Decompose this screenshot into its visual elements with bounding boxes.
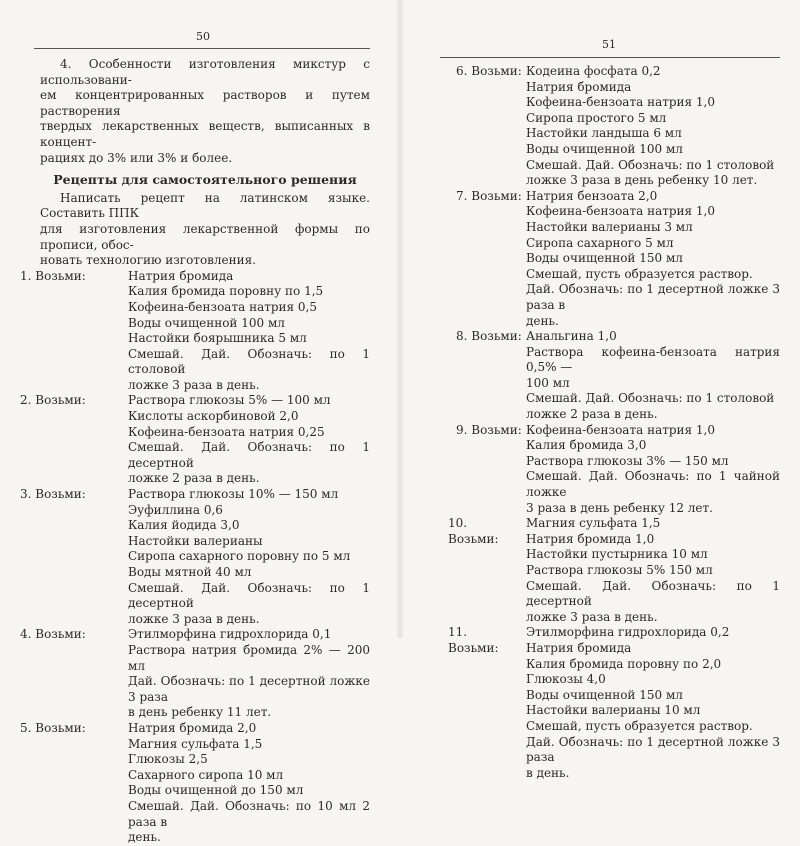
recipe-label: 4. Возьми: [20, 627, 86, 642]
recipe-line: Раствора глюкозы 3% — 150 мл [526, 453, 729, 468]
recipe-label: 5. Возьми: [20, 720, 86, 735]
recipe-line: в день ребенку 11 лет. [128, 705, 272, 720]
recipe-item [444, 516, 780, 625]
recipe-line: Смешай. Дай. Обозначь: по 1 столовой [128, 346, 370, 377]
recipe-line: Калия бромида поровну по 2,0 [526, 656, 722, 671]
recipe-line: Настойки валерианы [128, 533, 263, 548]
recipe-line: Раствора глюкозы 10% — 150 мл [128, 487, 339, 502]
recipe-label: 2. Возьми: [20, 393, 86, 408]
recipe-line: ложке 3 раза в день ребенку 10 лет. [526, 173, 758, 188]
recipe-line: Смешай. Дай. Обозначь: по 1 десертной [128, 440, 370, 470]
task-line: новать технологию изготовления. [40, 253, 257, 268]
recipe-label: 8. Возьми: [456, 329, 522, 344]
recipe-line: Смешай. Дай. Обозначь: по 10 мл 2 раза в [128, 798, 370, 829]
recipe-line: Дай. Обозначь: по 1 десертной ложке 3 раза [128, 674, 370, 704]
recipe-item [444, 625, 780, 781]
recipe-line: Дай. Обозначь: по 1 десертной ложке 3 раза [526, 734, 780, 765]
recipe-lines [526, 625, 780, 781]
recipe-line: Воды очищенной 150 мл [526, 251, 683, 266]
recipe-line: в день. [526, 765, 570, 780]
task-line: Написать рецепт на латинском языке. Составить ППК [40, 190, 370, 221]
section-title: Рецепты для самостоятельного решения [53, 172, 357, 188]
recipe-line: Воды мятной 40 мл [128, 565, 252, 579]
recipe-line: ложке 2 раза в день. [128, 471, 260, 486]
recipe-item [20, 720, 370, 846]
recipe-line: Натрия бензоата 2,0 [526, 188, 658, 203]
recipe-item [20, 487, 370, 627]
recipe-lines [128, 393, 370, 487]
recipe-line: Кодеина фосфата 0,2 [526, 64, 661, 78]
recipe-line: Настойки валерианы 10 мл [526, 703, 701, 718]
recipe-line: Настойки валерианы 3 мл [526, 219, 693, 234]
recipe-line: ложке 2 раза в день. [526, 407, 658, 422]
recipe-line: Натрия бромида [526, 640, 632, 655]
recipe-line: Глюкозы 4,0 [526, 672, 606, 687]
recipe-line: 100 мл [526, 375, 570, 390]
recipe-line: Смешай. Дай. Обозначь: по 1 чайной ложке [526, 469, 780, 500]
recipe-line: Натрия бромида [526, 79, 632, 94]
recipe-line: день. [526, 313, 559, 328]
intro-line: рациях до 3% или 3% и более. [40, 150, 233, 165]
recipe-line: Магния сульфата 1,5 [128, 736, 263, 751]
recipe-line: Анальгина 1,0 [526, 329, 617, 344]
recipe-line: Калия бромида поровну по 1,5 [128, 284, 324, 299]
recipe-line: Воды очищенной 100 мл [128, 315, 285, 330]
recipe-line: Кофеина-бензоата натрия 1,0 [526, 95, 716, 110]
recipe-lines [526, 64, 780, 189]
recipe-item [20, 393, 370, 487]
right-recipes [444, 64, 780, 781]
recipe-line: Сиропа простого 5 мл [526, 110, 667, 125]
recipe-lines [128, 721, 370, 846]
recipe-item [444, 189, 780, 329]
recipe-line: Эуфиллина 0,6 [128, 502, 223, 517]
intro-line: ем концентрированных растворов и путем растворения [40, 88, 370, 118]
recipe-lines [526, 516, 780, 625]
recipe-line: ложке 3 раза в день. [526, 609, 658, 624]
recipe-line: Воды очищенной 150 мл [526, 687, 683, 702]
recipe-label: 6. Возьми: [456, 64, 522, 78]
recipe-line: Смешай, пусть образуется раствор. [526, 266, 753, 281]
intro-line: твердых лекарственных веществ, выписанных в концент- [40, 119, 370, 149]
recipe-line: Этилморфина гидрохлорида 0,1 [128, 627, 332, 642]
recipe-item [20, 627, 370, 721]
recipe-label: 9. Возьми: [456, 422, 522, 437]
recipe-line: Настойки ландыша 6 мл [526, 126, 682, 141]
recipe-item [444, 329, 780, 423]
recipe-line: Смешай. Дай. Обозначь: по 1 десертной [526, 578, 780, 609]
task-line: для изготовления лекарственной формы по прописи, обос- [40, 221, 370, 252]
recipe-line: Настойки боярышника 5 мл [128, 331, 307, 346]
task-paragraph [40, 191, 370, 269]
recipe-item [444, 64, 780, 189]
recipe-label: 3. Возьми: [20, 487, 86, 502]
recipe-line: Раствора глюкозы 5% 150 мл [526, 563, 713, 577]
recipe-line: Кофеина-бензоата натрия 1,0 [526, 422, 716, 437]
right-column [444, 64, 780, 781]
header-rule [34, 48, 370, 49]
recipe-label: 11. Возьми: [448, 625, 499, 655]
recipe-line: ложке 3 раза в день. [128, 377, 260, 392]
page-number: 50 [196, 30, 210, 43]
left-recipes [20, 268, 370, 846]
recipe-label: 1. Возьми: [20, 268, 86, 283]
recipe-line: Дай. Обозначь: по 1 десертной ложке 3 раза в [526, 282, 780, 312]
left-column [20, 57, 370, 846]
recipe-line: Сахарного сиропа 10 мл [128, 767, 284, 782]
left-page [0, 0, 400, 845]
recipe-line: Смешай. Дай. Обозначь: по 1 десертной [128, 580, 370, 611]
recipe-line: Раствора кофеина-бензоата натрия 0,5% — [526, 344, 780, 375]
recipe-item [444, 423, 780, 517]
recipe-line: день. [128, 830, 161, 845]
recipe-line: 3 раза в день ребенку 12 лет. [526, 500, 713, 515]
recipe-line: Калия бромида 3,0 [526, 438, 647, 453]
recipe-line: Раствора глюкозы 5% — 100 мл [128, 393, 331, 408]
recipe-lines [128, 627, 370, 721]
recipe-label: 7. Возьми: [456, 188, 522, 203]
recipe-line: Магния сульфата 1,5 [526, 516, 661, 531]
recipe-line: Настойки пустырника 10 мл [526, 547, 708, 562]
recipe-line: Сиропа сахарного поровну по 5 мл [128, 549, 351, 564]
right-page [400, 0, 800, 780]
recipe-lines [526, 423, 780, 517]
recipe-line: Кислоты аскорбиновой 2,0 [128, 409, 299, 424]
intro-paragraph [40, 57, 370, 166]
recipe-line: Сиропа сахарного 5 мл [526, 235, 674, 250]
recipe-line: Смешай. Дай. Обозначь: по 1 столовой [526, 157, 775, 172]
recipe-line: Кофеина-бензоата натрия 1,0 [526, 204, 716, 219]
recipe-line: Натрия бромида 2,0 [128, 720, 257, 735]
recipe-line: Раствора натрия бромида 2% — 200 мл [128, 642, 370, 673]
recipe-line: Смешай, пусть образуется раствор. [526, 718, 753, 733]
header-rule [440, 57, 780, 58]
intro-line: 4. Особенности изготовления микстур с использовани- [40, 57, 370, 87]
recipe-line: Натрия бромида [128, 268, 234, 283]
recipe-item [20, 268, 370, 394]
page-number: 51 [602, 38, 616, 51]
recipe-line: Смешай. Дай. Обозначь: по 1 столовой [526, 391, 775, 406]
recipe-line: Калия йодида 3,0 [128, 518, 240, 533]
recipe-line: Воды очищенной 100 мл [526, 141, 683, 156]
recipe-line: Этилморфина гидрохлорида 0,2 [526, 625, 730, 640]
recipe-lines [128, 487, 370, 627]
recipe-lines [526, 329, 780, 423]
recipe-line: ложке 3 раза в день. [128, 611, 260, 626]
recipe-line: Натрия бромида 1,0 [526, 531, 655, 546]
recipe-lines [526, 189, 780, 329]
recipe-line: Воды очищенной до 150 мл [128, 783, 304, 798]
recipe-label: 10. Возьми: [448, 516, 499, 546]
recipe-lines [128, 269, 370, 394]
recipe-line: Глюкозы 2,5 [128, 752, 208, 767]
recipe-line: Кофеина-бензоата натрия 0,25 [128, 424, 325, 439]
recipe-line: Кофеина-бензоата натрия 0,5 [128, 299, 318, 314]
